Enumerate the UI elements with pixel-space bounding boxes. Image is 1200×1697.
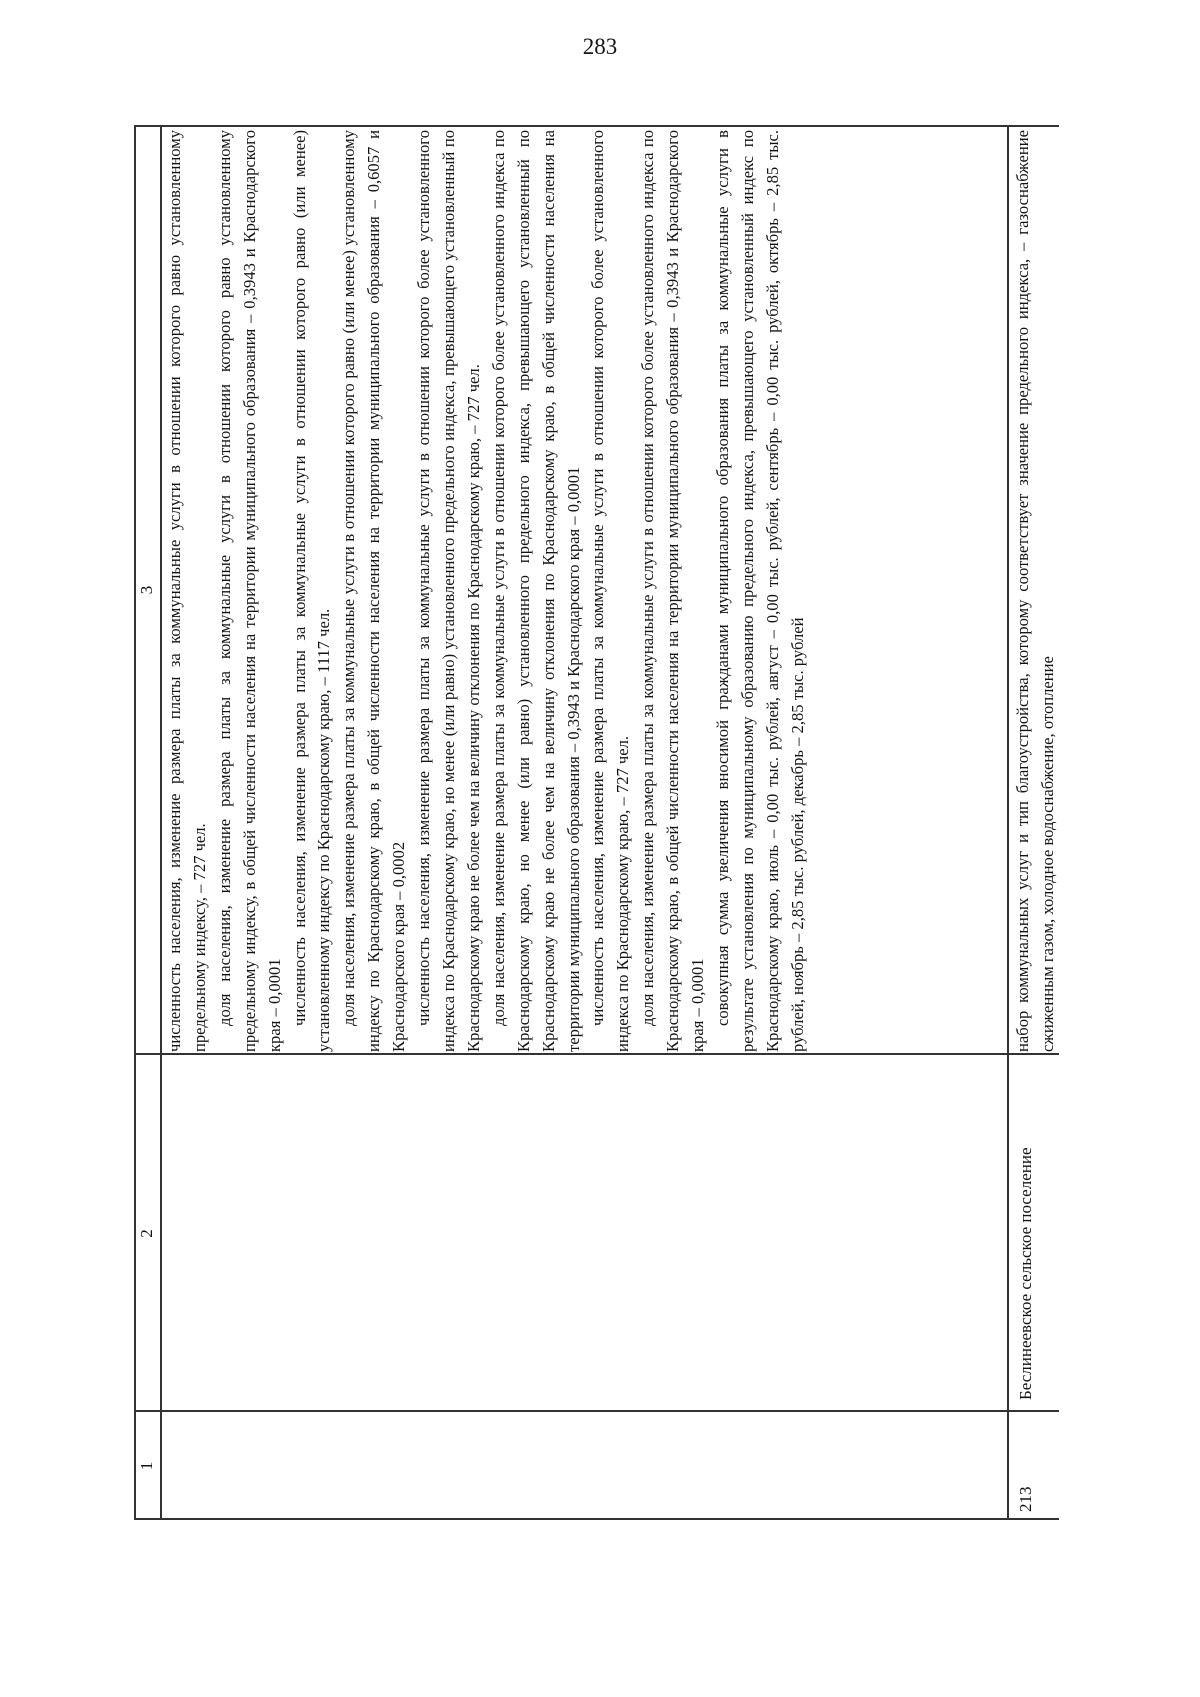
- page-number: 283: [582, 34, 618, 59]
- header-bottom-border: [160, 125, 162, 1520]
- paragraph: численность населения, изменение размера платы за коммунальные услуги в отношении которого равно (или менее) установленному индексу по Краснодарскому краю, – 1117 чел.: [289, 130, 334, 1052]
- row-description: [163, 130, 811, 1052]
- paragraph: численность населения, изменение размера платы за коммунальные услуги в отношении которого более установленного индекса по Краснодарскому краю, – 727 чел.: [588, 130, 633, 1052]
- paragraph: доля населения, изменение размера платы за коммунальные услуги в отношении которого более установленного индекса по Краснодарскому краю, в общей численности населения на территории муниципального образования – 0,3943 и Краснодарского края – 0,0001: [638, 130, 708, 1052]
- paragraph: набор коммунальных услуг и тип благоустройства, которому соответствует значение предельного индекса, – газоснабжение сжиженным газом, холодное водоснабжение, отопление: [1013, 130, 1057, 1052]
- col-1-divider: [134, 1411, 1059, 1413]
- header-col-2: 2: [137, 1229, 156, 1238]
- col-2-divider: [134, 1054, 1059, 1056]
- paragraph: доля населения, изменение размера платы за коммунальные услуги в отношении которого более установленного индекса по Краснодарскому краю, но менее (или равно) установленного предельного индекса, превышающего установленный по Краснодарскому краю не более чем на величину отклонения по Краснодарскому краю, в общей численности населения на территории муниципального образования – 0,3943 и Краснодарского края – 0,0001: [488, 130, 583, 1052]
- table-top-border: [134, 125, 136, 1520]
- paragraph: численность населения, изменение размера платы за коммунальные услуги в отношении которого более установленного индекса по Краснодарскому краю, но менее (или равно) установленного предельного индекса, превышающего установленный по Краснодарскому краю не более чем на величину отклонения по Краснодарскому краю, – 727 чел.: [414, 130, 483, 1052]
- header-col-3: 3: [137, 585, 156, 595]
- table-header-row: [134, 125, 160, 1520]
- header-col-1: 1: [137, 1461, 156, 1471]
- table-right-border: [134, 126, 1059, 128]
- paragraph: совокупная сумма увеличения вносимой гражданами муниципального образования платы за коммунальные услуги в результате установления по муниципальному образованию предельного индекса, превышающего установленный индекс по Краснодарскому краю, июль – 0,00 тыс. рублей, август – 0,00 тыс. рублей, сентябрь – 0,00 тыс. рублей, октябрь – 2,85 тыс. рублей, ноябрь – 2,85 тыс. рублей, декабрь – 2,85 тыс. рублей: [712, 130, 807, 1052]
- row-divider: [1007, 125, 1009, 1520]
- municipality-name: Беслинеевское сельское поселение: [1016, 1147, 1035, 1400]
- paragraph: доля населения, изменение размера платы за коммунальные услуги в отношении которого равно установленному предельному индексу, в общей численности населения на территории муниципального образования – 0,3943 и Краснодарского края – 0,0001: [214, 130, 284, 1052]
- rotated-table: [134, 125, 1059, 1520]
- paragraph: численность населения, изменение размера платы за коммунальные услуги в отношении которого равно установленному предельному индексу, – 727 чел.: [165, 130, 209, 1052]
- row-number: 213: [1016, 1486, 1035, 1512]
- next-row-description: [1011, 130, 1061, 1052]
- paragraph: доля населения, изменение размера платы за коммунальные услуги в отношении которого равно (или менее) установленному индексу по Краснодарскому краю, в общей численности населения на территории муниципального образования – 0,6057 и Краснодарского края – 0,0002: [339, 130, 409, 1052]
- table-left-border: [134, 1519, 1059, 1521]
